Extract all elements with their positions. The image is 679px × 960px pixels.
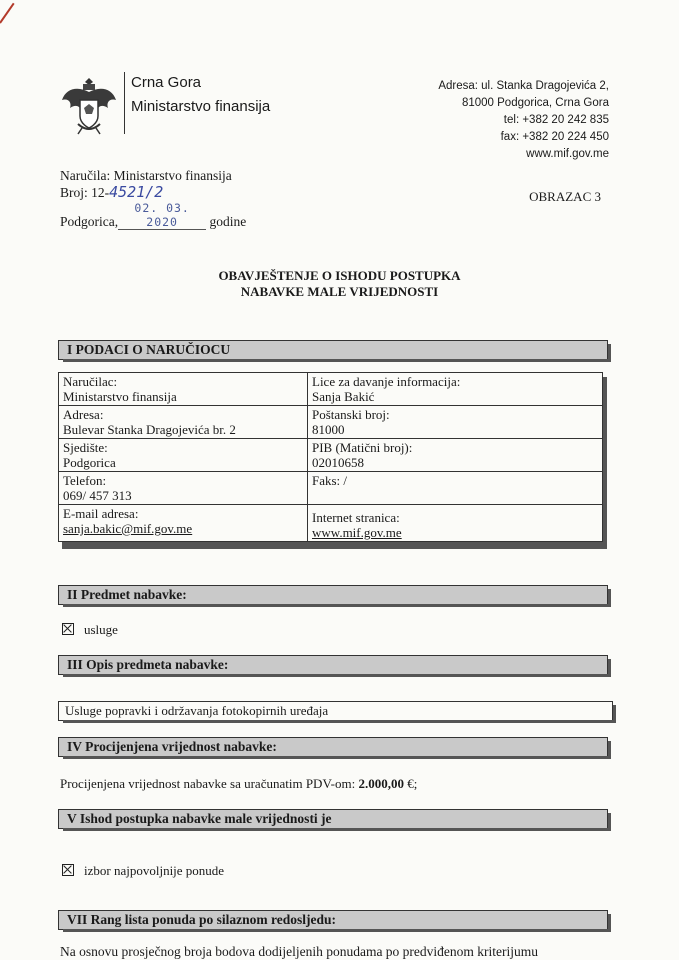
section-5-heading: V Ishod postupka nabavke male vrijednosti je — [58, 809, 608, 829]
checked-box-icon — [62, 623, 74, 635]
section-7-heading: VII Rang lista ponuda po silaznom redosljedu: — [58, 910, 608, 930]
table-row: Adresa: Bulevar Stanka Dragojevića br. 2 Poštanski broj: 81000 — [59, 406, 603, 439]
date-line: Podgorica,02. 03. 2020 godine — [60, 201, 247, 229]
website-link[interactable]: www.mif.gov.me — [312, 525, 402, 540]
table-row: E-mail adresa: sanja.bakic@mif.gov.me Internet stranica: www.mif.gov.me — [59, 505, 603, 542]
subject-description: Usluge popravki i održavanja fotokopirnih uređaja — [58, 701, 613, 721]
logo-divider — [124, 72, 125, 134]
table-row: Sjedište: Podgorica PIB (Matični broj): 02010658 — [59, 439, 603, 472]
montenegro-coat-of-arms-icon — [58, 72, 120, 136]
document-meta — [60, 168, 246, 230]
estimated-amount: 2.000,00 — [358, 776, 404, 791]
handwritten-number: 4521/2 — [109, 183, 164, 201]
narucila-line: Naručila: Ministarstvo finansija — [60, 168, 232, 183]
logo-country: Crna Gora — [131, 74, 202, 91]
table-row: Naručilac: Ministarstvo finansija Lice za davanje informacija: Sanja Bakić — [59, 373, 603, 406]
phone-line: tel: +382 20 242 835 — [503, 114, 609, 126]
ministry-address-block — [409, 78, 609, 163]
section-4-heading: IV Procijenjena vrijednost nabavke: — [58, 737, 608, 757]
checked-box-icon — [62, 864, 74, 876]
outcome-option: izbor najpovoljnije ponude — [62, 863, 224, 879]
broj-line: Broj: 12-4521/2 — [60, 183, 164, 201]
section-1-heading: I PODACI O NARUČIOCU — [58, 340, 608, 360]
section-2-heading: II Predmet nabavke: — [58, 585, 608, 605]
date-stamp: 02. 03. 2020 — [118, 201, 206, 230]
logo-ministry: Ministarstvo finansija — [131, 98, 271, 115]
email-link[interactable]: sanja.bakic@mif.gov.me — [63, 521, 193, 536]
form-code: OBRAZAC 3 — [529, 189, 601, 204]
corner-pen-mark — [0, 3, 15, 24]
address-line: Adresa: ul. Stanka Dragojevića 2, — [438, 80, 609, 92]
address-line: 81000 Podgorica, Crna Gora — [461, 97, 609, 109]
document-title: OBAVJEŠTENJE O ISHODU POSTUPKA NABAVKE MALE VRIJEDNOSTI — [218, 268, 461, 299]
fax-line: fax: +382 20 224 450 — [500, 131, 609, 143]
section-3-heading: III Opis predmeta nabavke: — [58, 655, 608, 675]
ranking-intro-text: Na osnovu prosječnog broja bodova dodijeljenih ponudama po predviđenom kriterijumu — [60, 944, 539, 959]
website-line: www.mif.gov.me — [526, 148, 609, 160]
contracting-authority-table — [58, 372, 603, 542]
table-row: Telefon: 069/ 457 313 Faks: / — [59, 472, 603, 505]
estimated-value-line: Procijenjena vrijednost nabavke sa uračunatim PDV-om: 2.000,00 €; — [60, 776, 418, 791]
subject-option: usluge — [62, 622, 118, 638]
